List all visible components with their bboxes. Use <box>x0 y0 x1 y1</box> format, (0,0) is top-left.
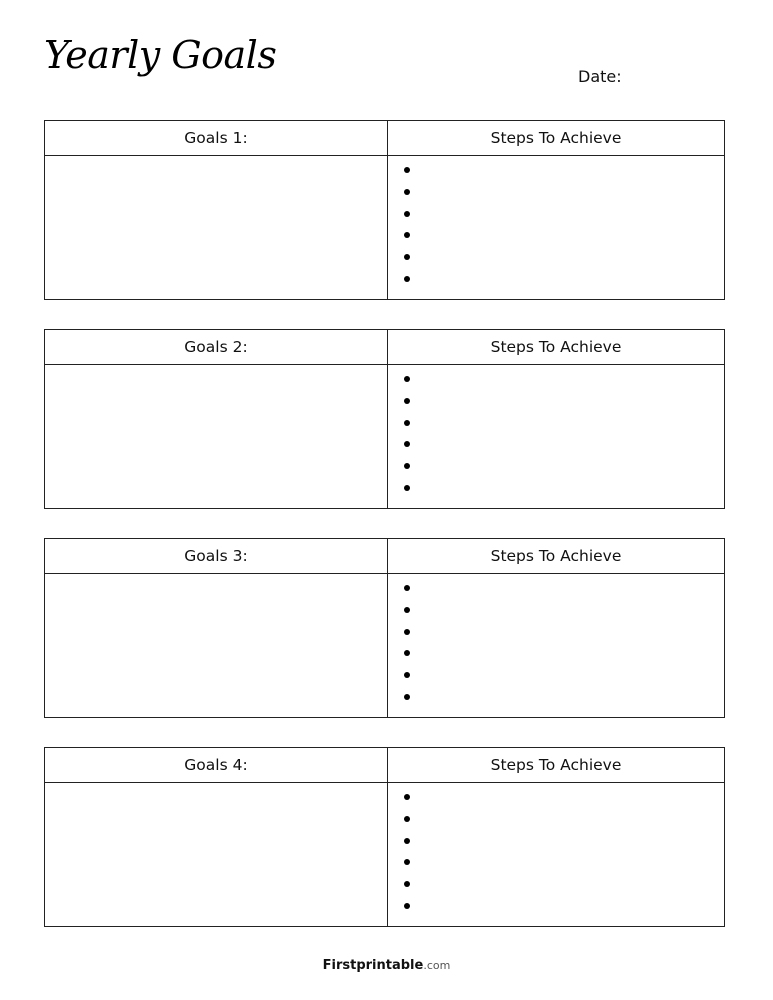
page-title: Yearly Goals <box>44 33 277 77</box>
bullet-point <box>404 376 410 382</box>
footer-tld: .com <box>423 959 451 972</box>
bullet-point <box>404 276 410 282</box>
bullet-point <box>404 398 410 404</box>
bullet-point <box>404 694 410 700</box>
bullet-point <box>404 463 410 469</box>
date-label: Date: <box>578 67 622 86</box>
bullet-point <box>404 838 410 844</box>
bullet-point <box>404 485 410 491</box>
goal-label: Goals 1: <box>184 129 248 147</box>
bullet-point <box>404 254 410 260</box>
bullet-point <box>404 167 410 173</box>
goal-table-4 <box>44 747 725 927</box>
bullet-point <box>404 211 410 217</box>
bullet-point <box>404 816 410 822</box>
steps-bullet-list <box>404 167 410 298</box>
goal-writing-area[interactable] <box>45 574 387 717</box>
bullet-point <box>404 607 410 613</box>
goal-writing-area[interactable] <box>45 365 387 508</box>
goal-label: Goals 3: <box>184 547 248 565</box>
bullet-point <box>404 232 410 238</box>
steps-bullet-list <box>404 794 410 925</box>
bullet-point <box>404 672 410 678</box>
bullet-point <box>404 859 410 865</box>
goal-writing-area[interactable] <box>45 156 387 299</box>
bullet-point <box>404 903 410 909</box>
steps-bullet-list <box>404 376 410 507</box>
bullet-point <box>404 441 410 447</box>
goal-table-1 <box>44 120 725 300</box>
steps-label: Steps To Achieve <box>490 338 622 356</box>
goal-label: Goals 4: <box>184 756 248 774</box>
goal-writing-area[interactable] <box>45 783 387 926</box>
footer-brand: Firstprintable <box>322 958 424 973</box>
steps-label: Steps To Achieve <box>490 547 622 565</box>
steps-bullet-list <box>404 585 410 716</box>
steps-label: Steps To Achieve <box>490 129 622 147</box>
steps-label: Steps To Achieve <box>490 756 622 774</box>
bullet-point <box>404 420 410 426</box>
goal-table-2 <box>44 329 725 509</box>
goal-label: Goals 2: <box>184 338 248 356</box>
bullet-point <box>404 650 410 656</box>
bullet-point <box>404 794 410 800</box>
footer-brand-link[interactable] <box>0 958 773 973</box>
bullet-point <box>404 189 410 195</box>
bullet-point <box>404 881 410 887</box>
bullet-point <box>404 629 410 635</box>
goal-table-3 <box>44 538 725 718</box>
bullet-point <box>404 585 410 591</box>
